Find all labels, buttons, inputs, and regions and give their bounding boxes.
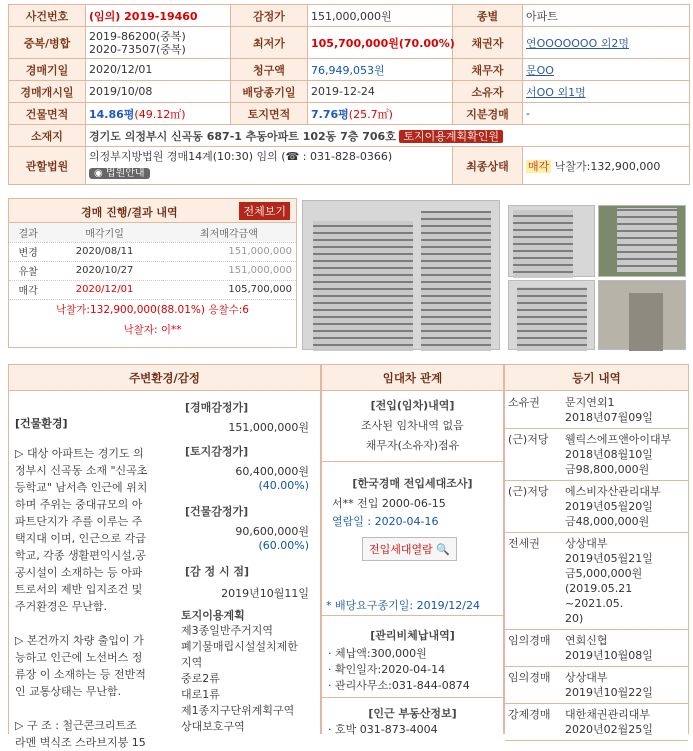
survey-line-2: 열람일 : 2020-04-16 — [332, 515, 439, 528]
land-plan-button[interactable]: 토지이용계획확인원 — [399, 130, 503, 143]
registry-line: 2018년07월09일 — [565, 411, 653, 424]
list-item — [505, 481, 688, 533]
auction-progress-box — [8, 198, 297, 348]
list-item: 지역 — [181, 656, 203, 669]
mgmt-line: · 체납액:300,000원 — [328, 647, 427, 660]
list-item: 제1종지구단위계획구역 — [181, 704, 295, 717]
registry-line: 금98,800,000원 — [565, 463, 650, 476]
type-label: 종별 — [453, 5, 523, 27]
registry-line: 2018년08월10일 — [565, 448, 653, 461]
min-price-value: 105,700,000원(70.00%) — [308, 27, 453, 59]
land-use-list — [181, 623, 298, 735]
view-all-button[interactable]: 전체보기 — [239, 202, 290, 220]
mgmt-line: · 관리사무소:031-844-0874 — [328, 679, 470, 692]
realty-line: · 호박 031-873-4004 — [328, 723, 438, 736]
thumbnail-photo[interactable] — [598, 205, 686, 277]
auction-progress-title: 경매 진행/결과 내역 — [81, 206, 178, 219]
appraisal-date-title: [감 정 시 점] — [185, 565, 250, 578]
auction-progress-header — [9, 199, 296, 223]
court-label: 관할법원 — [9, 147, 86, 185]
environment-panel — [8, 364, 321, 749]
env-line: 공시설이 소재하는 등 아파 — [15, 566, 143, 579]
merge-value — [86, 27, 231, 59]
row-date: 2020/08/11 — [47, 242, 161, 261]
court-value: 의정부지방법원 경매14계(10:30) 임의 (☎ : 031-828-0366) — [89, 150, 393, 163]
registry-line: 2020년02월25일 — [565, 723, 653, 736]
mgmt-fee-title: [관리비체납내역] — [370, 629, 455, 642]
env-line: 주거환경은 무난함. — [15, 600, 108, 613]
final-status-value: 낙찰가:132,900,000 — [554, 159, 661, 173]
start-date-value: 2019/10/08 — [86, 81, 231, 103]
registry-line: 금48,000,000원 — [565, 515, 650, 528]
start-date-label: 경매개시일 — [9, 81, 86, 103]
building-area-m2: (49.12㎡) — [134, 107, 186, 121]
list-item: 상대보호구역 — [181, 720, 245, 733]
list-item: 폐기물매립시설설치제한 — [181, 640, 298, 653]
col-price: 최저매각금액 — [162, 223, 296, 242]
search-icon: 🔍 — [436, 543, 450, 556]
address-cell — [86, 125, 690, 147]
row-result: 변경 — [9, 242, 47, 261]
thumbnail-photo[interactable] — [508, 280, 595, 350]
court-cell — [86, 147, 453, 185]
land-appraisal-pct: (40.00%) — [258, 479, 309, 492]
registry-line: (2019.05.21 ~2021.05. — [565, 582, 633, 610]
env-line: 학교, 각종 생활편익시설,공 — [15, 549, 146, 562]
registry-line: 문지연외1 — [565, 396, 615, 409]
merge-line-1: 2019-86200(중복) — [89, 29, 186, 43]
final-status-cell — [523, 147, 690, 185]
env-line: 하며 주위는 중대규모의 아 — [15, 498, 143, 511]
survey-title: [한국경매 전입세대조사] — [352, 477, 473, 490]
environment-header: 주변환경/감정 — [9, 365, 320, 391]
creditor-label: 채권자 — [453, 27, 523, 59]
list-item: 중로2류 — [181, 672, 220, 685]
col-result: 결과 — [9, 223, 47, 242]
thumbnail-photo[interactable] — [508, 205, 595, 277]
env-line — [15, 700, 175, 717]
land-appraisal-title: [토지감정가] — [185, 445, 249, 458]
registry-line: 상상대부 — [565, 671, 608, 684]
land-use-title: 토지이용계획 — [181, 609, 245, 622]
env-line: 능하고 인근에 노선버스 정 — [15, 651, 143, 664]
deadline-value: 2019-12-24 — [308, 81, 453, 103]
registry-line: 대한채권관리대부 — [565, 708, 651, 721]
row-price: 151,000,000 — [162, 242, 296, 261]
registry-line: 상상대부 — [565, 537, 608, 550]
mgmt-line: · 확인일자:2020-04-14 — [328, 663, 446, 676]
registry-type: 임의경매 — [508, 634, 551, 647]
env-line: 택지대 이며, 인근으로 각급 — [15, 532, 146, 545]
row-result: 유찰 — [9, 261, 47, 280]
table-row — [9, 261, 296, 280]
registry-line: 금5,000,000원 — [565, 567, 643, 580]
registry-line: 에스비자산관리대부 — [565, 485, 661, 498]
list-item — [505, 630, 688, 667]
case-number-value: (임의) 2019-19460 — [86, 5, 231, 27]
registry-list — [505, 392, 688, 741]
env-line: 류장 이 소재하는 등 전반적 — [15, 668, 146, 681]
appraisal-title: [경매감정가] — [185, 401, 249, 414]
row-result: 매각 — [9, 280, 47, 299]
row-date: 2020/10/27 — [47, 261, 161, 280]
deadline-label: 배당종기일 — [231, 81, 308, 103]
row-price: 105,700,000 — [162, 280, 296, 299]
registry-type: (근)저당 — [508, 433, 549, 446]
auction-date-value: 2020/12/01 — [86, 59, 231, 81]
auction-summary-winner: 낙찰자: 이** — [123, 323, 182, 336]
registry-type: 소유권 — [508, 396, 540, 409]
auction-summary-price: 낙찰가:132,900,000(88.01%) 응찰수:6 — [56, 303, 249, 316]
case-number-label: 사건번호 — [9, 5, 86, 27]
registry-line: 웰릭스에프앤아이대부 — [565, 433, 672, 446]
building-appraisal-value: 90,600,000원 — [235, 525, 309, 538]
env-line: 라멘 벽식조 스라브지붕 15 — [15, 736, 146, 749]
type-value: 아파트 — [523, 5, 690, 27]
lease-header: 임대차 관계 — [322, 365, 503, 391]
env-line: ▷ 대상 아파트는 경기도 의 — [15, 447, 144, 460]
auction-date-label: 경매기일 — [9, 59, 86, 81]
env-line: 트로서의 제반 입지조건 및 — [15, 583, 143, 596]
debtor-label: 채무자 — [453, 59, 523, 81]
share-auction-label: 지분경매 — [453, 103, 523, 125]
resident-view-label: 전입세대열람 — [369, 543, 433, 556]
tenant-line-2: 채무자(소유자)점유 — [365, 439, 460, 452]
land-area-label: 토지면적 — [231, 103, 308, 125]
registry-type: 전세권 — [508, 537, 540, 550]
env-line: 파트단지가 주를 이루는 주 — [15, 515, 143, 528]
registry-line: 2019년10월08일 — [565, 649, 653, 662]
building-env-title: [건물환경] — [15, 417, 68, 430]
appraisal-value: 151,000,000원 — [308, 5, 453, 27]
claim-value: 76,949,053원 — [308, 59, 453, 81]
land-appraisal-value: 60,400,000원 — [235, 465, 309, 478]
registry-type: (근)저당 — [508, 485, 549, 498]
list-item — [505, 667, 688, 704]
env-line: 인 교통상태는 무난함. — [15, 685, 122, 698]
owner-link[interactable]: 서OO 외1명 — [526, 85, 586, 99]
merge-line-2: 2020-73507(중복) — [89, 42, 186, 56]
registry-line: 2019년05월21일 — [565, 552, 653, 565]
table-row — [9, 280, 296, 299]
list-item — [505, 392, 688, 429]
registry-line: 20) — [565, 612, 584, 625]
env-line: ▷ 본건까지 차량 출입이 가 — [15, 634, 144, 647]
survey-line-1: 서** 전입 2000-06-15 — [332, 497, 446, 510]
debtor-link[interactable]: 문OO — [526, 63, 554, 77]
min-price-label: 최저가 — [231, 27, 308, 59]
building-appraisal-title: [건물감정가] — [185, 505, 249, 518]
final-status-badge: 매각 — [528, 159, 550, 173]
thumbnail-photo[interactable] — [598, 280, 686, 350]
env-line: 정부시 신곡동 소재 "신곡초 — [15, 464, 148, 477]
appraisal-label: 감정가 — [231, 5, 308, 27]
appraisal-total: 151,000,000원 — [228, 421, 309, 434]
registry-type: 임의경매 — [508, 671, 551, 684]
lease-panel — [321, 364, 504, 734]
appraisal-date-value: 2019년10월11일 — [221, 587, 309, 600]
environment-description — [15, 445, 175, 751]
registry-header: 등기 내역 — [505, 365, 688, 391]
land-area-value — [308, 103, 453, 125]
registry-line: 2019년10월22일 — [565, 686, 653, 699]
appraisal-column — [181, 399, 319, 739]
tenant-line-1: 조사된 임차내역 없음 — [361, 419, 464, 432]
tenant-title: [전입(임차)내역] — [370, 399, 455, 412]
building-area-pyeong: 14.86평 — [89, 107, 135, 121]
merge-label: 중복/병합 — [9, 27, 86, 59]
owner-label: 소유자 — [453, 81, 523, 103]
list-item — [505, 704, 688, 741]
claim-label: 청구액 — [231, 59, 308, 81]
registry-line: 2019년05월20일 — [565, 500, 653, 513]
resident-view-button[interactable] — [362, 537, 457, 561]
auction-progress-table — [9, 223, 296, 300]
list-item — [505, 429, 688, 481]
final-status-label: 최종상태 — [453, 147, 523, 185]
creditor-link[interactable]: 연OOOOOOO 외2명 — [526, 36, 629, 50]
registry-panel — [504, 364, 689, 734]
col-date: 매각기일 — [47, 223, 161, 242]
case-info-table — [8, 4, 690, 185]
land-area-m2: (25.7㎡) — [348, 107, 393, 121]
realty-title: [인근 부동산정보] — [368, 707, 457, 720]
building-area-label: 건물면적 — [9, 103, 86, 125]
court-guide-button[interactable] — [89, 168, 150, 179]
registry-line: 연회신협 — [565, 634, 608, 647]
dividend-deadline: * 배당요구종기일: 2019/12/24 — [326, 599, 480, 612]
land-area-pyeong: 7.76평 — [311, 107, 349, 121]
list-item: 제3종일반주거지역 — [181, 624, 274, 637]
share-auction-value: - — [523, 103, 690, 125]
table-row — [9, 242, 296, 261]
row-price: 151,000,000 — [162, 261, 296, 280]
main-photo[interactable] — [302, 200, 500, 350]
court-guide-icon: ◉ — [94, 168, 106, 179]
address-value: 경기도 의정부시 신곡동 687-1 추동아파트 102동 7층 706호 — [89, 129, 396, 143]
env-line: 등학교" 남서측 인근에 위치 — [15, 481, 148, 494]
env-line — [15, 615, 175, 632]
env-line: ▷ 구 조 : 철근콘크리트조 — [15, 719, 137, 732]
address-label: 소재지 — [9, 125, 86, 147]
list-item: 대로1류 — [181, 688, 220, 701]
building-area-value — [86, 103, 231, 125]
court-guide-label: 법원안내 — [105, 168, 145, 179]
list-item — [505, 533, 688, 630]
registry-type: 강제경매 — [508, 708, 551, 721]
building-appraisal-pct: (60.00%) — [258, 539, 309, 552]
row-date: 2020/12/01 — [47, 280, 161, 299]
